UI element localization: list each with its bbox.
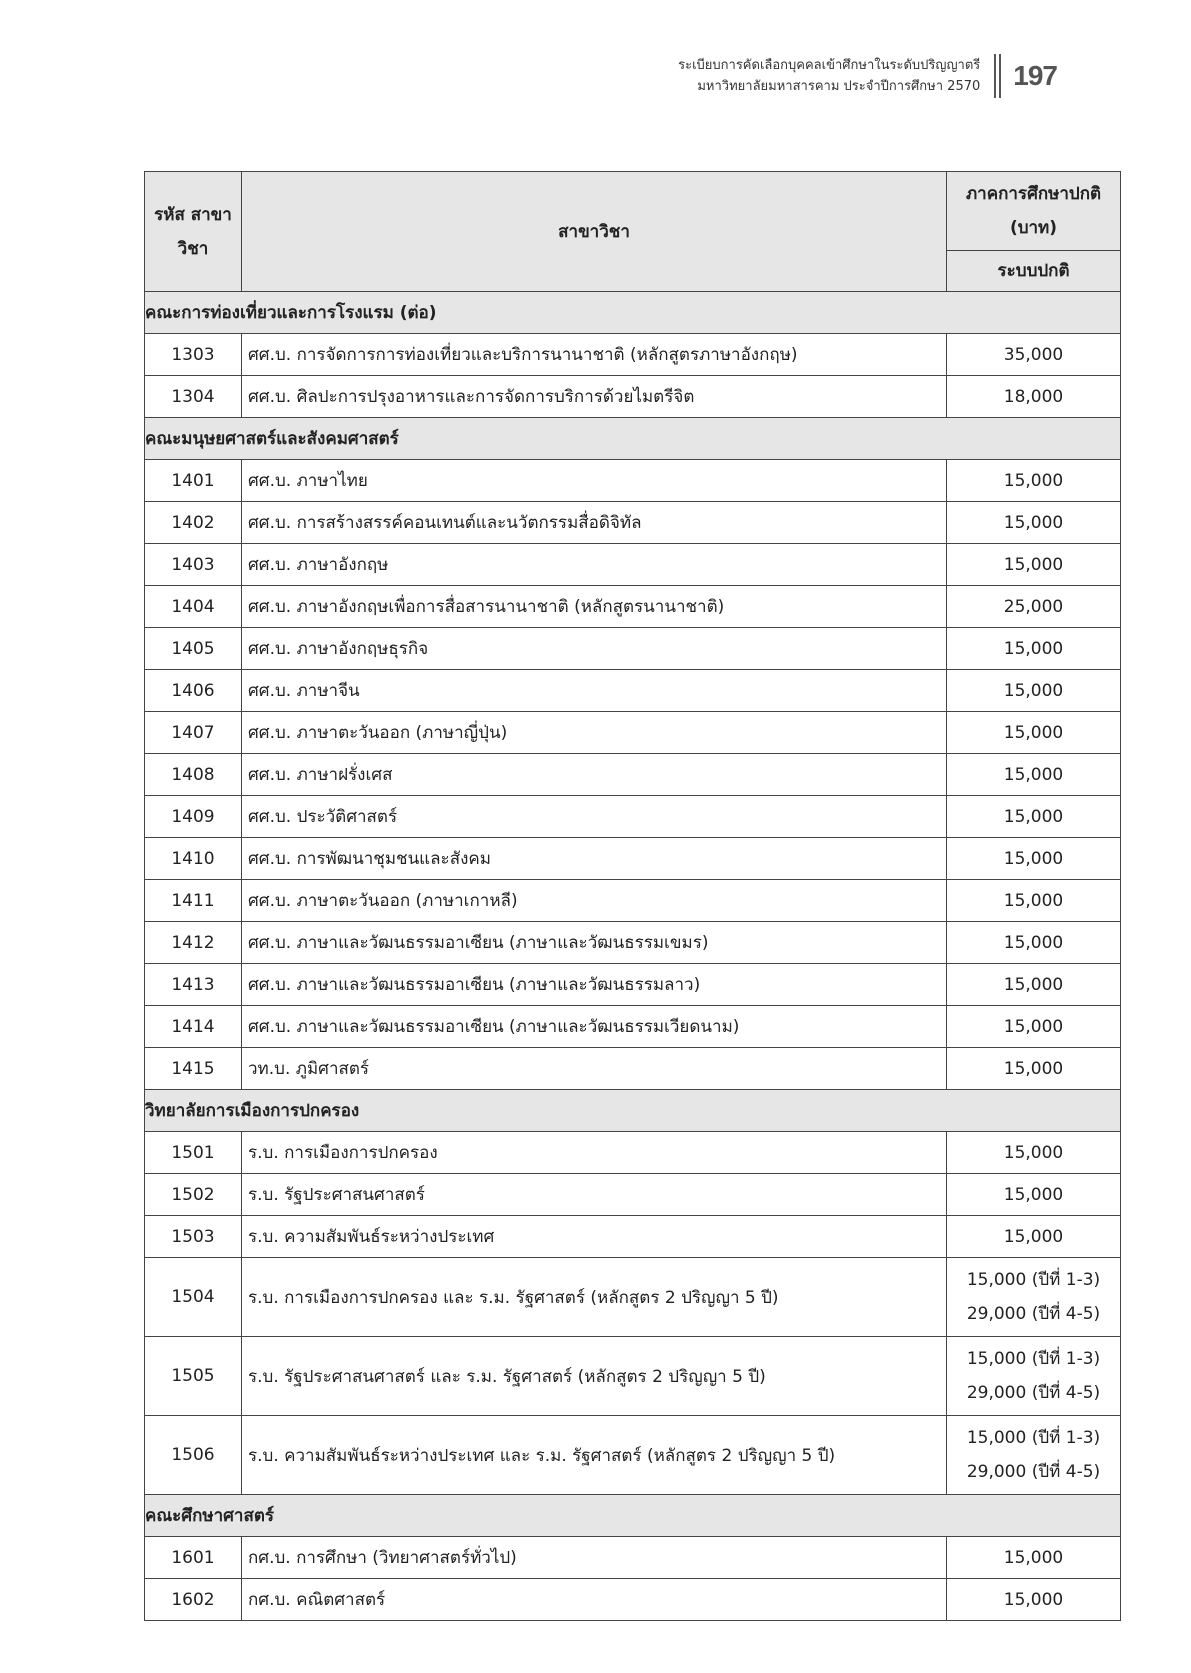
- fee-value: 29,000 (ปีที่ 4-5): [966, 1304, 1101, 1324]
- program-code: 1503: [145, 1216, 242, 1258]
- program-name: ศศ.บ. ภาษาอังกฤษเพื่อการสื่อสารนานาชาติ (หลักสูตรนานาชาติ): [242, 586, 947, 628]
- program-name: ศศ.บ. ภาษาและวัฒนธรรมอาเซียน (ภาษาและวัฒนธรรมเวียดนาม): [242, 1006, 947, 1048]
- fee-value: 15,000: [1003, 638, 1064, 659]
- program-fee: [947, 670, 1121, 712]
- table-row: [145, 1579, 1121, 1621]
- table-row: [145, 1537, 1121, 1579]
- fee-value: 15,000: [1003, 554, 1064, 575]
- program-code: 1410: [145, 838, 242, 880]
- fee-value: 15,000: [1003, 680, 1064, 701]
- fee-value: 15,000 (ปีที่ 1-3): [966, 1349, 1101, 1369]
- program-code: 1412: [145, 922, 242, 964]
- fee-value: 15,000 (ปีที่ 1-3): [966, 1270, 1101, 1290]
- program-name: ศศ.บ. ภาษาจีน: [242, 670, 947, 712]
- table-row: [145, 1132, 1121, 1174]
- header-text: [678, 55, 994, 97]
- program-name: ศศ.บ. ภาษาฝรั่งเศส: [242, 754, 947, 796]
- program-name: ศศ.บ. การจัดการการท่องเที่ยวและบริการนานาชาติ (หลักสูตรภาษาอังกฤษ): [242, 334, 947, 376]
- program-code: 1407: [145, 712, 242, 754]
- table-row: [145, 1216, 1121, 1258]
- program-code: 1403: [145, 544, 242, 586]
- program-name: กศ.บ. การศึกษา (วิทยาศาสตร์ทั่วไป): [242, 1537, 947, 1579]
- program-name: วท.บ. ภูมิศาสตร์: [242, 1048, 947, 1090]
- table-row: [145, 1048, 1121, 1090]
- fee-value: 15,000: [1003, 932, 1064, 953]
- table-row: [145, 376, 1121, 418]
- fee-value: 15,000: [1003, 512, 1064, 533]
- program-code: 1409: [145, 796, 242, 838]
- program-code: 1304: [145, 376, 242, 418]
- table-row: [145, 334, 1121, 376]
- fee-value: 15,000: [1003, 848, 1064, 869]
- program-code: 1408: [145, 754, 242, 796]
- fee-value: 15,000: [1003, 1184, 1064, 1205]
- program-fee: [947, 1048, 1121, 1090]
- program-fee: [947, 1006, 1121, 1048]
- table-row: [145, 796, 1121, 838]
- fee-value: 15,000: [1003, 1547, 1064, 1568]
- program-code: 1405: [145, 628, 242, 670]
- faculty-row: [145, 1090, 1121, 1132]
- fee-value: 15,000: [1003, 1142, 1064, 1163]
- program-code: 1505: [145, 1337, 242, 1416]
- program-code: 1414: [145, 1006, 242, 1048]
- program-fee: [947, 502, 1121, 544]
- program-code: 1404: [145, 586, 242, 628]
- table-row: [145, 1258, 1121, 1337]
- program-name: ศศ.บ. ภาษาตะวันออก (ภาษาญี่ปุ่น): [242, 712, 947, 754]
- program-fee: [947, 838, 1121, 880]
- program-code: 1411: [145, 880, 242, 922]
- page-header: [678, 54, 1057, 98]
- faculty-row: [145, 418, 1121, 460]
- table-row: [145, 502, 1121, 544]
- fee-value: 18,000: [1003, 386, 1064, 407]
- program-code: 1413: [145, 964, 242, 1006]
- program-name: ร.บ. ความสัมพันธ์ระหว่างประเทศ และ ร.ม. รัฐศาสตร์ (หลักสูตร 2 ปริญญา 5 ปี): [242, 1416, 947, 1495]
- table-row: [145, 964, 1121, 1006]
- fee-value: 15,000: [1003, 1226, 1064, 1247]
- faculty-name: คณะศึกษาศาสตร์: [145, 1495, 1121, 1537]
- program-fee: [947, 628, 1121, 670]
- program-name: ร.บ. การเมืองการปกครอง และ ร.ม. รัฐศาสตร์ (หลักสูตร 2 ปริญญา 5 ปี): [242, 1258, 947, 1337]
- program-fee: [947, 796, 1121, 838]
- table-row: [145, 1174, 1121, 1216]
- program-fee: [947, 1337, 1121, 1416]
- fee-value: 15,000: [1003, 890, 1064, 911]
- program-code: 1602: [145, 1579, 242, 1621]
- fee-value: 15,000: [1003, 1589, 1064, 1610]
- fee-value: 25,000: [1003, 596, 1064, 617]
- tuition-fee-table: [144, 171, 1121, 1621]
- program-name: ร.บ. รัฐประศาสนศาสตร์ และ ร.ม. รัฐศาสตร์ (หลักสูตร 2 ปริญญา 5 ปี): [242, 1337, 947, 1416]
- program-fee: [947, 544, 1121, 586]
- program-fee: [947, 334, 1121, 376]
- program-code: 1506: [145, 1416, 242, 1495]
- program-name: กศ.บ. คณิตศาสตร์: [242, 1579, 947, 1621]
- program-code: 1415: [145, 1048, 242, 1090]
- program-fee: [947, 1174, 1121, 1216]
- fee-value: 29,000 (ปีที่ 4-5): [966, 1462, 1101, 1482]
- header-code: รหัส สาขาวิชา: [145, 172, 242, 292]
- program-fee: [947, 1216, 1121, 1258]
- program-name: ศศ.บ. ภาษาตะวันออก (ภาษาเกาหลี): [242, 880, 947, 922]
- faculty-row: [145, 1495, 1121, 1537]
- program-name: ศศ.บ. ประวัติศาสตร์: [242, 796, 947, 838]
- header-divider: [994, 54, 1001, 98]
- header-line-1: ระเบียบการคัดเลือกบุคคลเข้าศึกษาในระดับปริญญาตรี: [678, 58, 981, 73]
- program-code: 1501: [145, 1132, 242, 1174]
- program-code: 1601: [145, 1537, 242, 1579]
- fee-value: 35,000: [1003, 344, 1064, 365]
- program-fee: [947, 1416, 1121, 1495]
- program-name: ร.บ. การเมืองการปกครอง: [242, 1132, 947, 1174]
- program-code: 1303: [145, 334, 242, 376]
- program-name: ศศ.บ. การสร้างสรรค์คอนเทนต์และนวัตกรรมสื่อดิจิทัล: [242, 502, 947, 544]
- program-fee: [947, 880, 1121, 922]
- faculty-name: คณะมนุษยศาสตร์และสังคมศาสตร์: [145, 418, 1121, 460]
- fee-value: 15,000: [1003, 764, 1064, 785]
- program-fee: [947, 1132, 1121, 1174]
- table-body: [145, 292, 1121, 1621]
- page-number: 197: [1013, 60, 1057, 91]
- fee-value: 15,000: [1003, 1058, 1064, 1079]
- header-program: สาขาวิชา: [242, 172, 947, 292]
- header-fee-group: ภาคการศึกษาปกติ (บาท): [947, 172, 1121, 251]
- program-fee: [947, 586, 1121, 628]
- table-row: [145, 880, 1121, 922]
- fee-value: 15,000: [1003, 722, 1064, 743]
- fee-value: 29,000 (ปีที่ 4-5): [966, 1383, 1101, 1403]
- table-row: [145, 1416, 1121, 1495]
- program-name: ร.บ. ความสัมพันธ์ระหว่างประเทศ: [242, 1216, 947, 1258]
- table-row: [145, 1337, 1121, 1416]
- table-row: [145, 712, 1121, 754]
- fee-value: 15,000: [1003, 1016, 1064, 1037]
- program-code: 1401: [145, 460, 242, 502]
- faculty-row: [145, 292, 1121, 334]
- program-fee: [947, 1537, 1121, 1579]
- program-name: ศศ.บ. ภาษาอังกฤษธุรกิจ: [242, 628, 947, 670]
- table-row: [145, 754, 1121, 796]
- table-row: [145, 922, 1121, 964]
- program-name: ร.บ. รัฐประศาสนศาสตร์: [242, 1174, 947, 1216]
- header-line-2: มหาวิทยาลัยมหาสารคาม ประจำปีการศึกษา 2570: [697, 79, 981, 94]
- program-name: ศศ.บ. ภาษาและวัฒนธรรมอาเซียน (ภาษาและวัฒนธรรมเขมร): [242, 922, 947, 964]
- program-fee: [947, 460, 1121, 502]
- program-name: ศศ.บ. การพัฒนาชุมชนและสังคม: [242, 838, 947, 880]
- program-name: ศศ.บ. ภาษาและวัฒนธรรมอาเซียน (ภาษาและวัฒนธรรมลาว): [242, 964, 947, 1006]
- table-row: [145, 670, 1121, 712]
- program-fee: [947, 964, 1121, 1006]
- program-name: ศศ.บ. ภาษาอังกฤษ: [242, 544, 947, 586]
- program-fee: [947, 754, 1121, 796]
- header-fee-regular: ระบบปกติ: [947, 251, 1121, 292]
- program-fee: [947, 376, 1121, 418]
- table-row: [145, 1006, 1121, 1048]
- table-row: [145, 544, 1121, 586]
- table-row: [145, 460, 1121, 502]
- program-fee: [947, 922, 1121, 964]
- table-row: [145, 838, 1121, 880]
- program-fee: [947, 1258, 1121, 1337]
- fee-value: 15,000 (ปีที่ 1-3): [966, 1428, 1101, 1448]
- table-row: [145, 628, 1121, 670]
- faculty-name: วิทยาลัยการเมืองการปกครอง: [145, 1090, 1121, 1132]
- fee-value: 15,000: [1003, 806, 1064, 827]
- fee-value: 15,000: [1003, 470, 1064, 491]
- program-code: 1504: [145, 1258, 242, 1337]
- program-name: ศศ.บ. ศิลปะการปรุงอาหารและการจัดการบริการด้วยไมตรีจิต: [242, 376, 947, 418]
- program-code: 1406: [145, 670, 242, 712]
- program-code: 1502: [145, 1174, 242, 1216]
- program-name: ศศ.บ. ภาษาไทย: [242, 460, 947, 502]
- program-fee: [947, 712, 1121, 754]
- fee-value: 15,000: [1003, 974, 1064, 995]
- table-row: [145, 586, 1121, 628]
- program-fee: [947, 1579, 1121, 1621]
- program-code: 1402: [145, 502, 242, 544]
- faculty-name: คณะการท่องเที่ยวและการโรงแรม (ต่อ): [145, 292, 1121, 334]
